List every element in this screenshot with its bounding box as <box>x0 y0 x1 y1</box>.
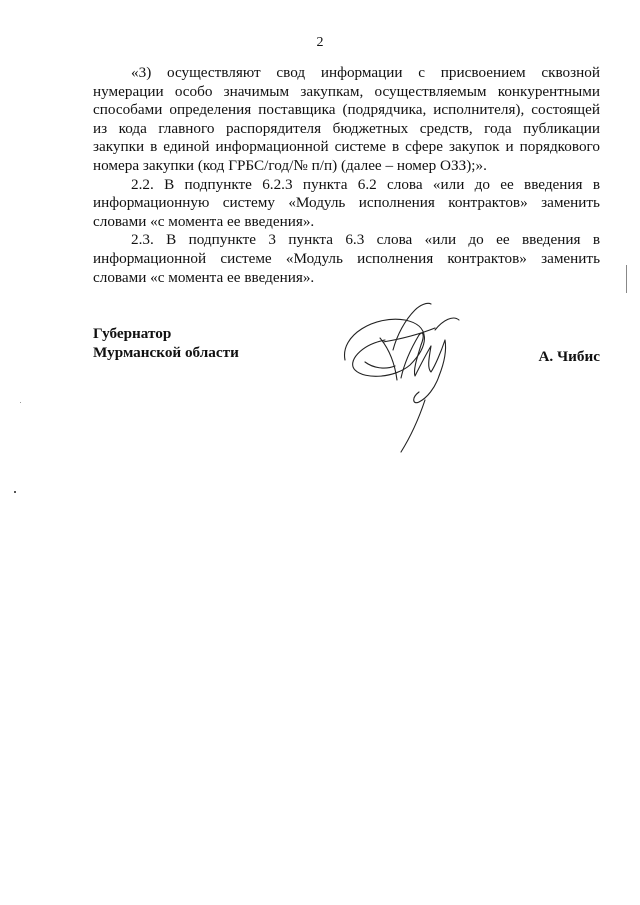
paragraph-2: 2.2. В подпункте 6.2.3 пункта 6.2 слова «или до ее введения в информационную систему «Модуль исполнения контрактов» заменить словами «с момента ее введения». <box>93 175 600 230</box>
handwritten-signature <box>335 290 475 460</box>
signatory-name: А. Чибис <box>538 348 600 365</box>
page-number: 2 <box>316 35 324 50</box>
paragraph-3: 2.3. В подпункте 3 пункта 6.3 слова «или до ее введения в информационной системе «Модуль исполнения контрактов» заменить словами «с момента ее введения». <box>93 231 600 286</box>
document-body <box>93 64 600 287</box>
paragraph-1: «3) осуществляют свод информации с присвоением сквозной нумерации особо значимым закупкам, осуществляемым конкурентными способами определения поставщика (подрядчика, исполнителя), состоящей из кода главного распорядителя бюджетных средств, года публикации закупки в единой информационной системе в сфере закупок и порядкового номера закупки (код ГРБС/год/№ п/п) (далее – номер ОЗЗ);». <box>93 64 600 174</box>
scan-artifact <box>14 491 16 493</box>
scan-artifact <box>626 265 627 293</box>
scan-artifact <box>20 402 21 403</box>
signatory-region: Мурманской области <box>93 343 239 361</box>
signatory-position: Губернатор <box>93 325 172 342</box>
